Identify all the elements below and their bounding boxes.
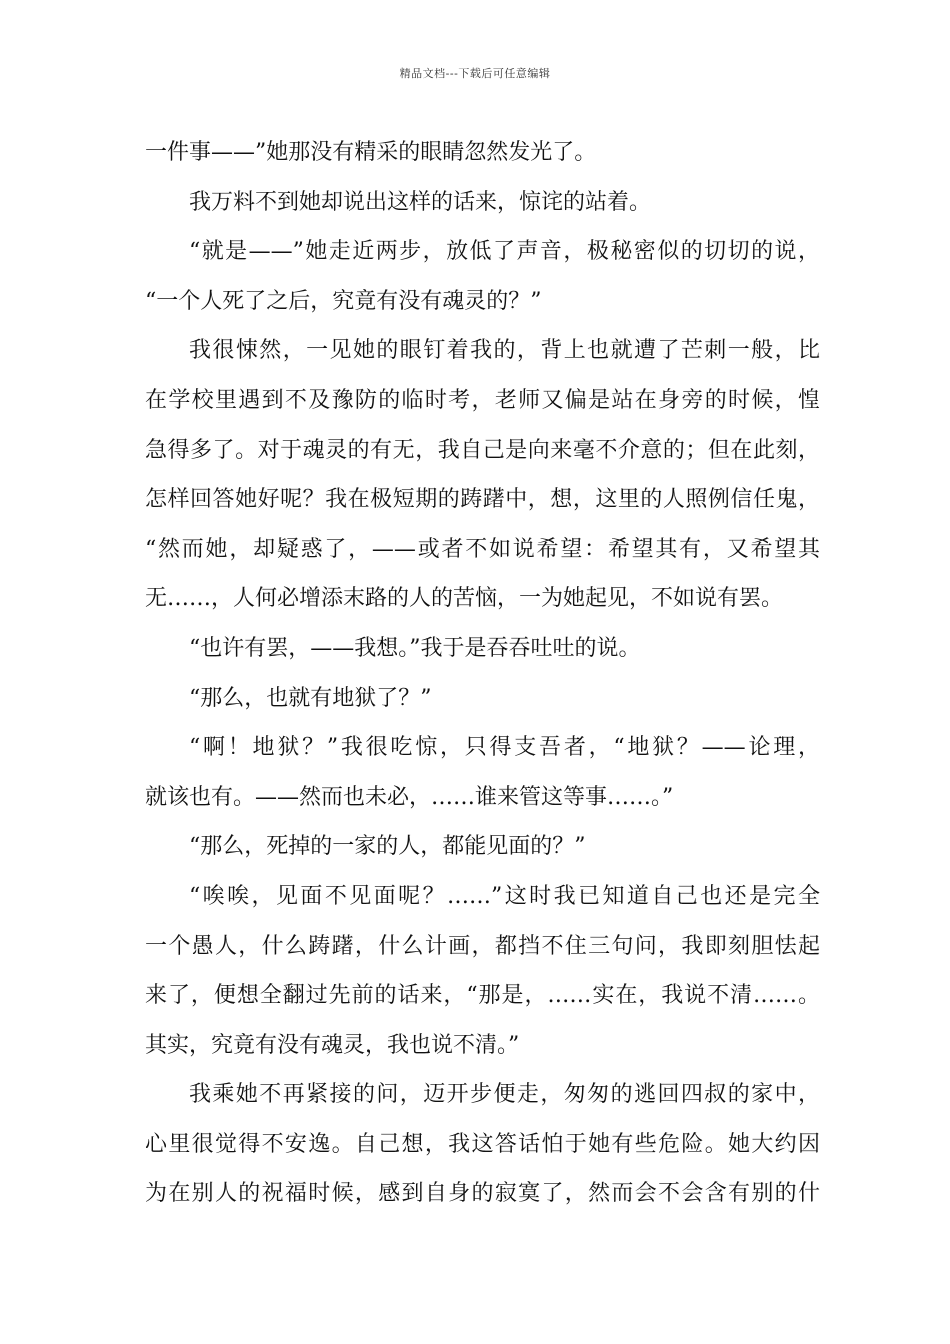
- text-line: 在学校里遇到不及豫防的临时考，老师又偏是站在身旁的时候，惶: [145, 387, 820, 413]
- text-line: “就是——”她走近两步，放低了声音，极秘密似的切切的说，: [189, 239, 820, 265]
- text-line: 来了，便想全翻过先前的话来，“那是，……实在，我说不清……。: [145, 983, 820, 1009]
- text-line: “那么，死掉的一家的人，都能见面的？”: [189, 834, 586, 860]
- text-line: 我很悚然，一见她的眼钉着我的，背上也就遭了芒刺一般，比: [189, 338, 820, 364]
- page-header: 精品文档---下载后可任意编辑: [399, 67, 551, 80]
- text-line: “然而她，却疑惑了，——或者不如说希望：希望其有，又希望其: [145, 536, 820, 562]
- text-line: 我万料不到她却说出这样的话来，惊诧的站着。: [189, 189, 652, 215]
- text-line: 其实，究竟有没有魂灵，我也说不清。”: [145, 1032, 520, 1058]
- text-line: 心里很觉得不安逸。自己想，我这答话怕于她有些危险。她大约因: [145, 1131, 820, 1157]
- text-line: 我乘她不再紧接的问，迈开步便走，匆匆的逃回四叔的家中，: [189, 1082, 820, 1108]
- text-line: “啊！地狱？”我很吃惊，只得支吾者，“地狱？——论理，: [189, 735, 820, 761]
- text-line: 一件事——”她那没有精采的眼睛忽然发光了。: [145, 140, 597, 165]
- document-body: [145, 128, 820, 1219]
- text-line: “那么，也就有地狱了？”: [189, 685, 432, 711]
- text-line: 一个愚人，什么踌躇，什么计画，都挡不住三句问，我即刻胆怯起: [145, 933, 820, 959]
- text-line: “也许有罢，——我想。”我于是吞吞吐吐的说。: [189, 635, 641, 661]
- text-line: 无……，人何必增添末路的人的苦恼，一为她起见，不如说有罢。: [145, 586, 784, 612]
- text-line: 就该也有。——然而也未必，……谁来管这等事……。”: [145, 784, 674, 810]
- text-line: 为在别人的祝福时候，感到自身的寂寞了，然而会不会含有别的什: [145, 1181, 820, 1207]
- text-line: 急得多了。对于魂灵的有无，我自己是向来毫不介意的；但在此刻，: [145, 437, 820, 463]
- text-line: “唉唉，见面不见面呢？……”这时我已知道自己也还是完全: [189, 883, 820, 909]
- text-line: 怎样回答她好呢？我在极短期的踌躇中，想，这里的人照例信任鬼，: [145, 487, 820, 513]
- text-line: “一个人死了之后，究竟有没有魂灵的？”: [145, 288, 542, 314]
